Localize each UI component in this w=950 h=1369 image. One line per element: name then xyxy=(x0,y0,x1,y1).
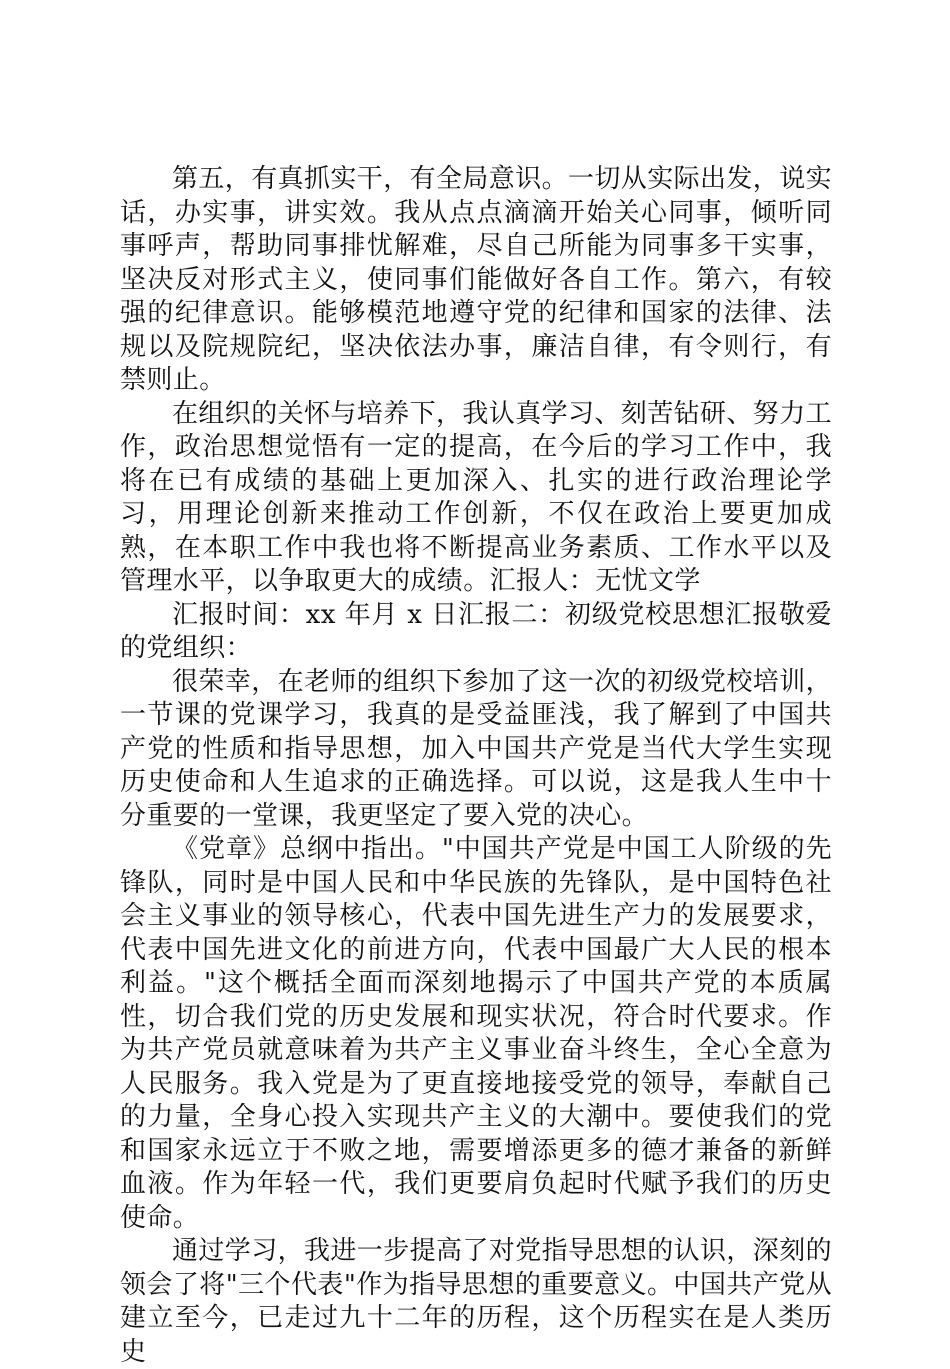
document-body xyxy=(120,163,832,1369)
paragraph-1: 第五，有真抓实干，有全局意识。一切从实际出发，说实话，办实事，讲实效。我从点点滴滴开始关心同事，倾听同事呼声，帮助同事排忧解难，尽自己所能为同事多干实事，坚决反对形式主义，使同事们能做好各自工作。第六，有较强的纪律意识。能够模范地遵守党的纪律和国家的法律、法规以及院规院纪，坚决依法办事，廉洁自律，有令则行，有禁则止。 xyxy=(120,164,833,395)
paragraph-6: 通过学习，我进一步提高了对党指导思想的认识，深刻的领会了将"三个代表"作为指导思想的重要意义。中国共产党从建立至今，已走过九十二年的历程，这个历程实在是人类历史 xyxy=(120,1236,833,1367)
paragraph-5: 《党章》总纲中指出。"中国共产党是中国工人阶级的先锋队，同时是中国人民和中华民族的先锋队，是中国特色社会主义事业的领导核心，代表中国先进生产力的发展要求，代表中国先进文化的前进方向，代表中国最广大人民的根本利益。"这个概括全面而深刻地揭示了中国共产党的本质属性，切合我们党的历史发展和现实状况，符合时代要求。作为共产党员就意味着为共产主义事业奋斗终生，全心全意为人民服务。我入党是为了更直接地接受党的领导，奉献自己的力量，全身心投入实现共产主义的大潮中。要使我们的党和国家永远立于不败之地，需要增添更多的德才兼备的新鲜血液。作为年轻一代，我们更要肩负起时代赋予我们的历史使命。 xyxy=(120,834,832,1233)
paragraph-3: 汇报时间：xx 年月 x 日汇报二：初级党校思想汇报敬爱的党组织： xyxy=(120,599,832,663)
paragraph-2: 在组织的关怀与培养下，我认真学习、刻苦钻研、努力工作，政治思想觉悟有一定的提高，在今后的学习工作中，我将在已有成绩的基础上更加深入、扎实的进行政治理论学习，用理论创新来推动工作创新，不仅在政治上要更加成熟，在本职工作中我也将不断提高业务素质、工作水平以及管理水平，以争取更大的成绩。汇报人：无忧文学 xyxy=(120,398,833,596)
paragraph-4: 很荣幸，在老师的组织下参加了这一次的初级党校培训，一节课的党课学习，我真的是受益匪浅，我了解到了中国共产党的性质和指导思想，加入中国共产党是当代大学生实现历史使命和人生追求的正确选择。可以说，这是我人生中十分重要的一堂课，我更坚定了要入党的决心。 xyxy=(120,666,833,831)
